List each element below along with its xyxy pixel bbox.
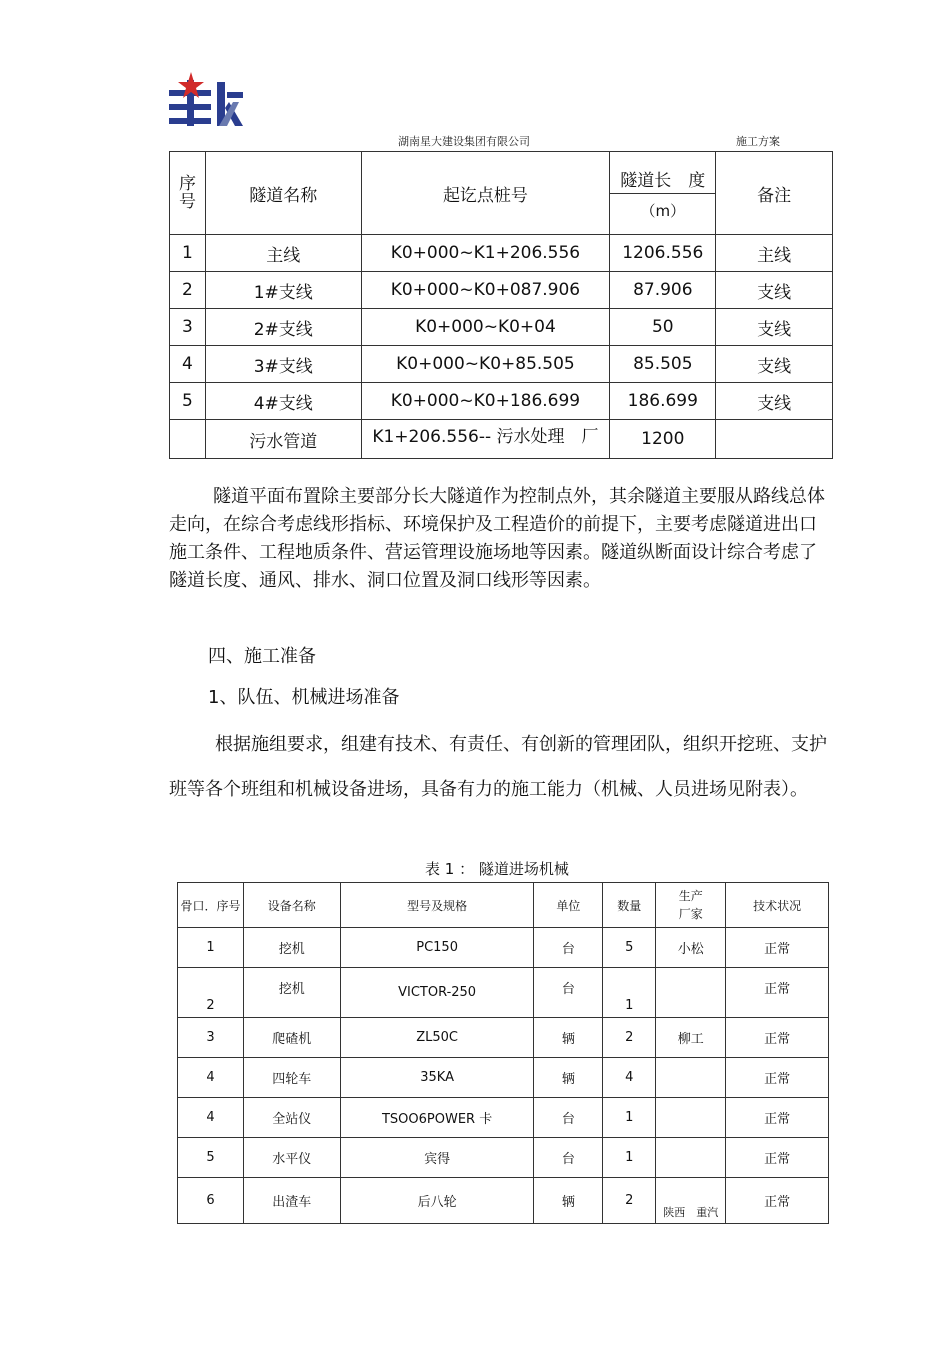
table-row (170, 309, 833, 346)
header-name: 隧道名称 (205, 152, 361, 235)
cell-status: 正常 (726, 928, 829, 968)
logo-graphic (167, 72, 247, 132)
cell-no: 4 (178, 1098, 244, 1138)
cell-no: 4 (178, 1058, 244, 1098)
cell-remark (716, 420, 833, 459)
cell-maker (656, 1098, 726, 1138)
table-row (170, 420, 833, 459)
cell-no (170, 420, 206, 459)
cell-status: 正常 (726, 1098, 829, 1138)
cell-remark: 支线 (716, 272, 833, 309)
cell-qty: 2 (603, 1018, 656, 1058)
cell-length: 1200 (610, 420, 716, 459)
company-logo (167, 72, 247, 132)
cell-status: 正常 (726, 1178, 829, 1224)
cell-model: 后八轮 (340, 1178, 534, 1224)
cell-length: 1206.556 (610, 235, 716, 272)
cell-model: 宾得 (340, 1138, 534, 1178)
cell-name: 1#支线 (205, 272, 361, 309)
header-doc-type: 施工方案 (736, 135, 780, 148)
cell-maker: 小松 (656, 928, 726, 968)
cell-qty: 1 (603, 968, 656, 1018)
cell-no: 1 (170, 235, 206, 272)
section-heading: 四、施工准备 (208, 646, 316, 667)
cell-name: 挖机 (243, 968, 340, 1018)
cell-station: K0+000~K1+206.556 (361, 235, 610, 272)
cell-length: 186.699 (610, 383, 716, 420)
cell-maker: 陕西 重汽 (656, 1178, 726, 1224)
cell-qty: 4 (603, 1058, 656, 1098)
cell-no: 2 (170, 272, 206, 309)
cell-no: 4 (170, 346, 206, 383)
table-row (178, 1138, 829, 1178)
cell-no: 3 (170, 309, 206, 346)
cell-name: 4#支线 (205, 383, 361, 420)
cell-status: 正常 (726, 1018, 829, 1058)
cell-remark: 支线 (716, 383, 833, 420)
cell-no: 3 (178, 1018, 244, 1058)
cell-status: 正常 (726, 1058, 829, 1098)
cell-station: K0+000~K0+85.505 (361, 346, 610, 383)
table-row (170, 272, 833, 309)
cell-name: 主线 (205, 235, 361, 272)
machinery-table (177, 882, 829, 1224)
table-row (178, 928, 829, 968)
cell-model: VICTOR-250 (340, 968, 534, 1018)
cell-qty: 5 (603, 928, 656, 968)
cell-length: 50 (610, 309, 716, 346)
cell-name: 水平仪 (243, 1138, 340, 1178)
table-row (170, 235, 833, 272)
cell-qty: 1 (603, 1098, 656, 1138)
cell-station: K0+000~K0+087.906 (361, 272, 610, 309)
cell-remark: 主线 (716, 235, 833, 272)
cell-model: PC150 (340, 928, 534, 968)
header-length-unit: （m） (640, 201, 686, 220)
cell-no: 5 (178, 1138, 244, 1178)
cell-maker (656, 1138, 726, 1178)
header-remark: 备注 (716, 152, 833, 235)
sub-heading: 1、队伍、机械进场准备 (208, 687, 400, 708)
cell-no: 1 (178, 928, 244, 968)
cell-remark: 支线 (716, 346, 833, 383)
cell-unit: 台 (534, 928, 603, 968)
cell-station: K1+206.556-- 污水处理 厂 (361, 420, 610, 459)
header-model: 型号及规格 (340, 883, 534, 928)
table-row (170, 383, 833, 420)
cell-name: 2#支线 (205, 309, 361, 346)
table-row (178, 1018, 829, 1058)
cell-model: ZL50C (340, 1018, 534, 1058)
header-status: 技术状况 (726, 883, 829, 928)
cell-length: 85.505 (610, 346, 716, 383)
table-header-row (178, 883, 829, 928)
cell-remark: 支线 (716, 309, 833, 346)
table-row (170, 346, 833, 383)
paragraph-preparation: 根据施组要求，组建有技术、有责任、有创新的管理团队，组织开挖班、支护班等各个班组和机械设备进场，具备有力的施工能力（机械、人员进场见附表）。 (169, 734, 827, 800)
cell-no: 5 (170, 383, 206, 420)
table-row (178, 1058, 829, 1098)
table-row (178, 1098, 829, 1138)
cell-station: K0+000~K0+04 (361, 309, 610, 346)
header-length (610, 152, 716, 235)
table-caption: 表 1 ： 隧道进场机械 (425, 860, 569, 878)
cell-name: 四轮车 (243, 1058, 340, 1098)
cell-unit: 辆 (534, 1178, 603, 1224)
cell-name: 污水管道 (205, 420, 361, 459)
cell-unit: 台 (534, 968, 603, 1018)
cell-maker (656, 1058, 726, 1098)
cell-status: 正常 (726, 1138, 829, 1178)
cell-length: 87.906 (610, 272, 716, 309)
header-maker: 生产厂家 (656, 883, 726, 928)
header-no: 骨口．序号 (178, 883, 244, 928)
cell-maker: 柳工 (656, 1018, 726, 1058)
cell-no: 6 (178, 1178, 244, 1224)
table-header-row (170, 152, 833, 235)
cell-qty: 1 (603, 1138, 656, 1178)
cell-status: 正常 (726, 968, 829, 1018)
cell-unit: 辆 (534, 1018, 603, 1058)
paragraph-layout: 隧道平面布置除主要部分长大隧道作为控制点外，其余隧道主要服从路线总体走向，在综合考虑线形指标、环境保护及工程造价的前提下，主要考虑隧道进出口施工条件、工程地质条件、营运管理设施场地等因素。隧道纵断面设计综合考虑了隧道长度、通风、排水、洞口位置及洞口线形等因素。 (169, 486, 825, 591)
header-qty: 数量 (603, 883, 656, 928)
table-row (178, 1178, 829, 1224)
cell-model: 35KA (340, 1058, 534, 1098)
cell-name: 全站仪 (243, 1098, 340, 1138)
cell-maker (656, 968, 726, 1018)
cell-name: 出渣车 (243, 1178, 340, 1224)
cell-name: 3#支线 (205, 346, 361, 383)
cell-unit: 台 (534, 1098, 603, 1138)
tunnel-table (169, 151, 833, 459)
cell-name: 爬碴机 (243, 1018, 340, 1058)
cell-model: TSOO6POWER 卡 (340, 1098, 534, 1138)
cell-name: 挖机 (243, 928, 340, 968)
cell-unit: 辆 (534, 1058, 603, 1098)
cell-station: K0+000~K0+186.699 (361, 383, 610, 420)
header-station: 起讫点桩号 (361, 152, 610, 235)
header-company: 湖南星大建设集团有限公司 (398, 135, 530, 148)
header-unit: 单位 (534, 883, 603, 928)
cell-unit: 台 (534, 1138, 603, 1178)
table-row (178, 968, 829, 1018)
cell-no: 2 (178, 968, 244, 1018)
cell-qty: 2 (603, 1178, 656, 1224)
header-no: 序号 (170, 152, 206, 235)
header-length-label: 隧道长 度 (610, 166, 715, 194)
header-name: 设备名称 (243, 883, 340, 928)
